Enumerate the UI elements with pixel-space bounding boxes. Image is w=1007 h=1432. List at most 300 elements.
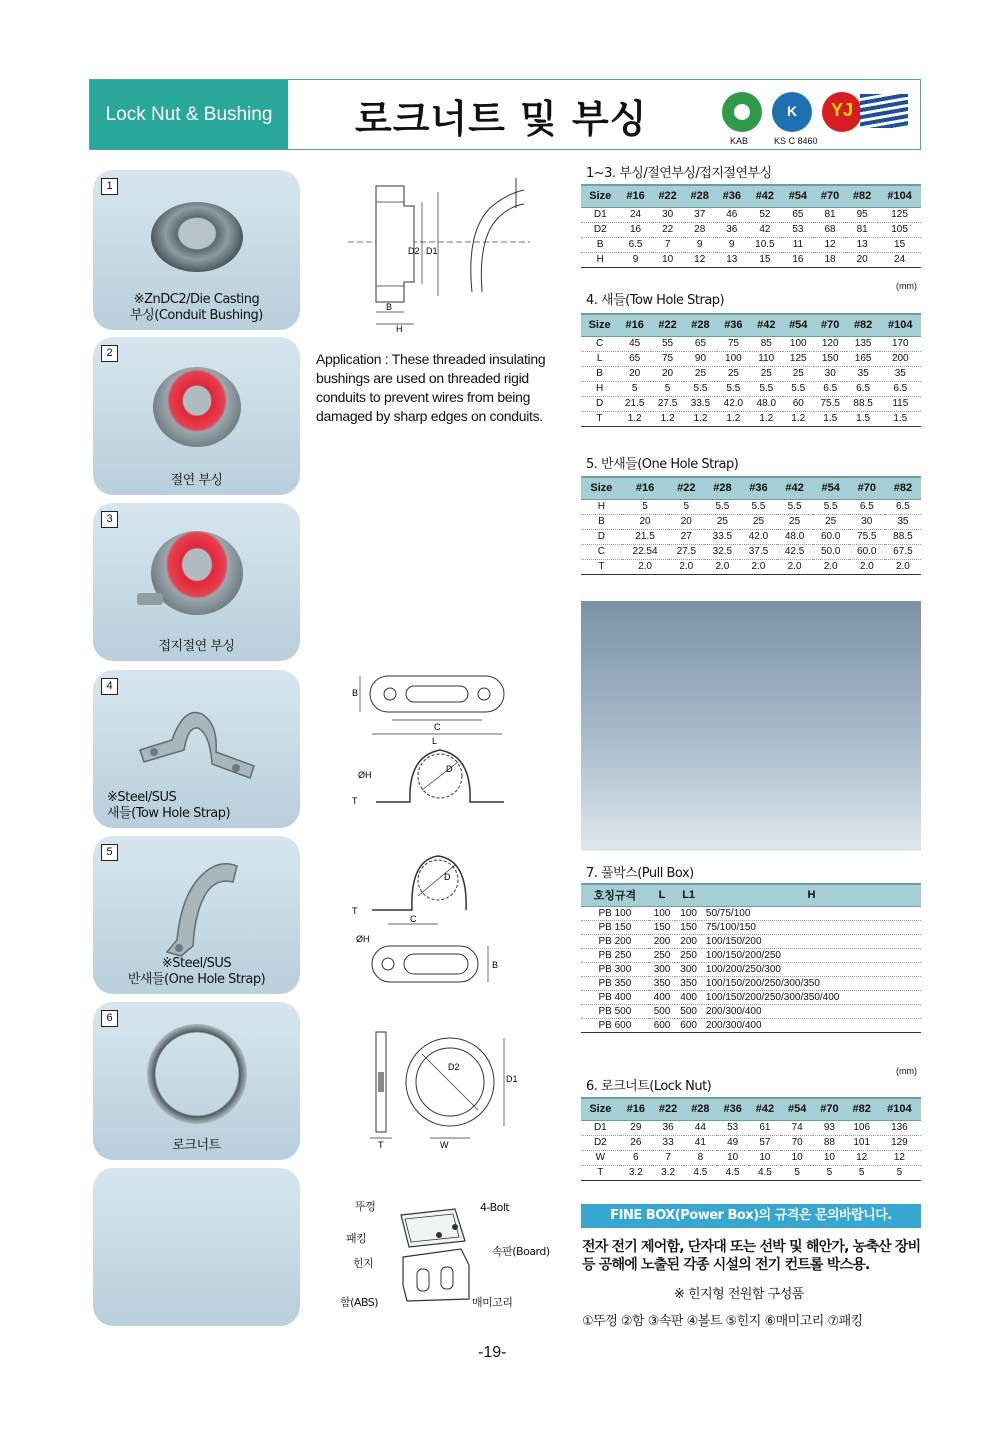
table-cell: 75 [651, 351, 684, 366]
table-cell: 13 [716, 252, 748, 267]
table-header-cell: #36 [740, 477, 776, 499]
table-cell: 35 [880, 366, 921, 381]
table-cell: 33 [652, 1135, 684, 1150]
bushing-spec-table [581, 184, 921, 268]
locknut-photo [147, 1024, 247, 1124]
table-cell: 5.5 [717, 381, 750, 396]
table-cell: 12 [814, 237, 846, 252]
table-cell: 15 [878, 237, 921, 252]
table-cell: T [581, 411, 618, 426]
product-card-insulated-bushing [93, 337, 300, 495]
table-cell: 33.5 [704, 529, 740, 544]
table-cell: PB 300 [581, 962, 649, 976]
table-cell: 5 [846, 1165, 878, 1180]
table-cell: 100 [783, 336, 814, 351]
table-cell: 2.0 [668, 559, 704, 574]
table-cell: 30 [849, 514, 885, 529]
card-number: 6 [101, 1010, 118, 1027]
table-row [581, 544, 921, 559]
half-saddle-table-title: 5. 반새들(One Hole Strap) [586, 457, 739, 472]
table-cell: 165 [847, 351, 880, 366]
table-cell: C [581, 336, 618, 351]
table-cell: 6.5 [847, 381, 880, 396]
label-bolt: 4-Bolt [480, 1201, 510, 1214]
table-cell: 29 [620, 1120, 652, 1135]
table-cell: 26 [620, 1135, 652, 1150]
table-cell: 101 [846, 1135, 878, 1150]
dim-c: C [434, 722, 441, 732]
table-row [581, 962, 921, 976]
table-cell: 36 [652, 1120, 684, 1135]
table-cell: 25 [740, 514, 776, 529]
dim-d1: D1 [426, 246, 438, 256]
table-cell: 68 [814, 222, 846, 237]
table-cell: 1.2 [618, 411, 651, 426]
table-cell: 2.0 [777, 559, 813, 574]
card-caption: ※Steel/SUS 새들(Tow Hole Strap) [107, 790, 231, 821]
table-cell: 48.0 [750, 396, 783, 411]
table-row [581, 366, 921, 381]
table-cell: 100/200/250/300 [702, 962, 921, 976]
table-cell: 6.5 [885, 499, 921, 514]
table-cell: 30 [652, 207, 684, 222]
table-cell: 81 [814, 207, 846, 222]
dim-h: ØH [358, 770, 372, 780]
table-cell: 44 [684, 1120, 716, 1135]
table-cell: 5 [668, 499, 704, 514]
table-cell: 125 [783, 351, 814, 366]
table-cell: 75.5 [849, 529, 885, 544]
table-cell: 2.0 [885, 559, 921, 574]
table-cell: 5 [622, 499, 668, 514]
table-header-cell: #22 [652, 1098, 684, 1120]
table-cell: 33.5 [684, 396, 717, 411]
table-cell: 85 [750, 336, 783, 351]
table-cell: 25 [704, 514, 740, 529]
table-cell: 100/150/200 [702, 934, 921, 948]
table-cell: 25 [750, 366, 783, 381]
table-cell: 10 [813, 1150, 845, 1165]
table-cell: 81 [846, 222, 878, 237]
table-cell: PB 600 [581, 1018, 649, 1032]
dim-h: H [396, 324, 403, 332]
card-number: 3 [101, 511, 118, 528]
table-cell: 1.5 [847, 411, 880, 426]
ks-logo-icon: K [772, 92, 812, 132]
table-cell: 52 [748, 207, 782, 222]
table-cell: 75 [717, 336, 750, 351]
table-row [581, 351, 921, 366]
table-cell: 27.5 [651, 396, 684, 411]
dim-h: ØH [356, 934, 370, 944]
table-cell: 6.5 [849, 499, 885, 514]
dim-t: T [352, 906, 358, 916]
table-cell: 55 [651, 336, 684, 351]
table-cell: 74 [781, 1120, 813, 1135]
table-header-cell: #42 [750, 314, 783, 336]
ground-bushing-photo [151, 531, 243, 615]
table-cell: 12 [846, 1150, 878, 1165]
table-header-cell: L [649, 884, 676, 906]
table-cell: 20 [622, 514, 668, 529]
table-cell: 50.0 [813, 544, 849, 559]
table-header-cell: #16 [620, 1098, 652, 1120]
table-cell: D2 [581, 1135, 620, 1150]
table-cell: D [581, 529, 622, 544]
card-number: 2 [101, 345, 118, 362]
table-header-cell: #28 [684, 1098, 716, 1120]
card-number: 4 [101, 678, 118, 695]
table-header-cell: #16 [619, 185, 651, 207]
pullbox-table-title: 7. 풀박스(Pull Box) [586, 866, 694, 881]
table-cell: 7 [652, 237, 684, 252]
table-cell: 42 [748, 222, 782, 237]
table-header-cell: Size [581, 314, 618, 336]
table-cell: 35 [847, 366, 880, 381]
table-row [581, 514, 921, 529]
table-cell: 25 [684, 366, 717, 381]
application-text: Application : These threaded insulating bushings are used on threaded rigid conduits to prevent wires from being damaged by sharp edges on conduits. [316, 351, 546, 424]
table-cell: 15 [748, 252, 782, 267]
half-saddle-photo [137, 848, 257, 958]
table-header-row [581, 477, 921, 499]
finebox-parts-list: ①뚜껑 ②함 ③속판 ④볼트 ⑤힌지 ⑥매미고리 ⑦패킹 [582, 1314, 863, 1329]
table-cell: 100 [717, 351, 750, 366]
table-cell: 45 [618, 336, 651, 351]
table-cell: 50/75/100 [702, 906, 921, 920]
card-caption: ※ZnDC2/Die Casting 부싱(Conduit Bushing) [130, 292, 263, 323]
table-cell: 10 [717, 1150, 749, 1165]
label-body: 함(ABS) [340, 1296, 379, 1309]
table-cell: 32.5 [704, 544, 740, 559]
table-cell: 28 [684, 222, 716, 237]
dim-b: B [352, 688, 359, 698]
table-cell: B [581, 514, 622, 529]
table-cell: 42.0 [717, 396, 750, 411]
table-cell: 100/150/200/250/300/350 [702, 976, 921, 990]
table-cell: 1.2 [717, 411, 750, 426]
certification-logos [722, 88, 912, 146]
table-row [581, 336, 921, 351]
table-header-cell: #28 [704, 477, 740, 499]
product-card-blank [93, 1168, 300, 1326]
saddle-photo [132, 700, 262, 780]
table-cell: 100/150/200/250/300/350/400 [702, 990, 921, 1004]
table-row [581, 1004, 921, 1018]
table-cell: 350 [649, 976, 676, 990]
table-cell: PB 250 [581, 948, 649, 962]
table-cell: D1 [581, 1120, 620, 1135]
table-cell: 27.5 [668, 544, 704, 559]
table-header-cell: #70 [814, 314, 847, 336]
table-cell: 120 [814, 336, 847, 351]
page-title: 로크너트 및 부싱 [355, 97, 648, 141]
card-caption: 절연 부싱 [170, 473, 223, 488]
table-header-cell: #42 [749, 1098, 781, 1120]
table-cell: 100 [649, 906, 676, 920]
page-number: -19- [478, 1344, 507, 1361]
ground-screw-icon [137, 593, 163, 605]
finebox-drawing [395, 1205, 475, 1305]
table-header-cell: #36 [716, 185, 748, 207]
table-cell: 36 [716, 222, 748, 237]
table-cell: 37 [684, 207, 716, 222]
bushing-table-title: 1~3. 부싱/절연부싱/접지절연부싱 [586, 166, 772, 181]
table-cell: 21.5 [618, 396, 651, 411]
table-cell: 16 [619, 222, 651, 237]
table-cell: 93 [813, 1120, 845, 1135]
table-cell: 5.5 [704, 499, 740, 514]
page-header [89, 79, 921, 150]
table-header-cell: #54 [813, 477, 849, 499]
table-cell: D [581, 396, 618, 411]
table-cell: 115 [880, 396, 921, 411]
table-row [581, 499, 921, 514]
dim-b: B [386, 302, 393, 312]
kab-caption: KAB [730, 136, 749, 146]
table-row [581, 1120, 921, 1135]
table-cell: 75/100/150 [702, 920, 921, 934]
table-cell: 65 [782, 207, 814, 222]
bushing-drawing [340, 172, 540, 332]
table-cell: 2.0 [740, 559, 776, 574]
table-cell: 30 [814, 366, 847, 381]
table-cell: 350 [675, 976, 702, 990]
table-cell: 25 [783, 366, 814, 381]
table-cell: 42.5 [777, 544, 813, 559]
table-row [581, 948, 921, 962]
table-cell: 2.0 [704, 559, 740, 574]
table-row [581, 1135, 921, 1150]
table-header-row [581, 314, 921, 336]
table-cell: 200 [880, 351, 921, 366]
table-cell: L [581, 351, 618, 366]
card-caption: ※Steel/SUS 반새들(One Hole Strap) [127, 956, 266, 987]
table-header-cell: #22 [651, 314, 684, 336]
saddle-table-title: 4. 새들(Tow Hole Strap) [586, 293, 725, 308]
table-cell: 24 [619, 207, 651, 222]
table-cell: 5 [813, 1165, 845, 1180]
table-cell: H [581, 381, 618, 396]
product-card-half-saddle [93, 836, 300, 994]
table-cell: 11 [782, 237, 814, 252]
table-cell: 125 [878, 207, 921, 222]
table-cell: 10 [652, 252, 684, 267]
table-cell: 300 [675, 962, 702, 976]
table-header-cell: #70 [813, 1098, 845, 1120]
table-cell: 170 [880, 336, 921, 351]
unit-label: (mm) [896, 281, 917, 291]
table-cell: 12 [684, 252, 716, 267]
table-cell: 150 [649, 920, 676, 934]
table-cell: 250 [649, 948, 676, 962]
table-cell: 5.5 [684, 381, 717, 396]
table-row [581, 559, 921, 574]
table-row [581, 222, 921, 237]
table-header-row [581, 185, 921, 207]
table-header-cell: Size [581, 1098, 620, 1120]
table-cell: 61 [749, 1120, 781, 1135]
table-cell: 100/150/200/250 [702, 948, 921, 962]
table-cell: 200/300/400 [702, 1004, 921, 1018]
table-header-cell: H [702, 884, 921, 906]
brand-stripes-icon [860, 94, 908, 128]
dim-l: L [432, 736, 438, 746]
table-row [581, 381, 921, 396]
table-cell: 1.5 [880, 411, 921, 426]
table-row [581, 396, 921, 411]
table-cell: B [581, 366, 618, 381]
table-header-cell: #82 [847, 314, 880, 336]
table-row [581, 237, 921, 252]
dim-d: D [446, 764, 453, 774]
table-cell: 6.5 [814, 381, 847, 396]
table-cell: 75.5 [814, 396, 847, 411]
table-cell: W [581, 1150, 620, 1165]
table-cell: 13 [846, 237, 878, 252]
table-cell: 49 [717, 1135, 749, 1150]
table-header-cell: #16 [622, 477, 668, 499]
table-cell: 5.5 [740, 499, 776, 514]
table-cell: 70 [781, 1135, 813, 1150]
label-lid: 뚜껑 [355, 1200, 376, 1213]
table-cell: 22.54 [622, 544, 668, 559]
table-cell: 3.2 [620, 1165, 652, 1180]
table-cell: H [581, 252, 619, 267]
table-cell: 2.0 [849, 559, 885, 574]
table-cell: 5 [781, 1165, 813, 1180]
table-row [581, 411, 921, 426]
table-cell: PB 100 [581, 906, 649, 920]
table-cell: 7 [652, 1150, 684, 1165]
finebox-note: ※ 힌지형 전원함 구성품 [674, 1287, 804, 1302]
table-cell: 27 [668, 529, 704, 544]
card-caption: 접지절연 부싱 [158, 639, 235, 654]
table-cell: 1.2 [651, 411, 684, 426]
pullbox-spec-table [581, 883, 921, 1033]
half-saddle-spec-table [581, 476, 921, 575]
table-header-cell: #16 [618, 314, 651, 336]
table-cell: 5 [651, 381, 684, 396]
card-number: 5 [101, 844, 118, 861]
card-caption: 로크너트 [172, 1138, 221, 1153]
table-cell: 5.5 [750, 381, 783, 396]
dim-c: C [410, 914, 417, 924]
table-cell: 300 [649, 962, 676, 976]
table-cell: 41 [684, 1135, 716, 1150]
table-cell: 60.0 [849, 544, 885, 559]
saddle-spec-table [581, 313, 921, 427]
table-header-cell: #82 [846, 185, 878, 207]
label-packing: 패킹 [346, 1232, 367, 1245]
table-cell: 5.5 [783, 381, 814, 396]
table-header-cell: #104 [878, 185, 921, 207]
table-cell: 60.0 [813, 529, 849, 544]
table-cell: 6.5 [880, 381, 921, 396]
table-row [581, 1018, 921, 1032]
saddle-drawing [348, 668, 528, 818]
table-cell: 16 [782, 252, 814, 267]
table-cell: 18 [814, 252, 846, 267]
finebox-description: 전자 전기 제어함, 단자대 또는 선박 및 해안가, 농축산 장비 등 공해에 노출된 각종 시설의 전기 컨트롤 박스용. [582, 1239, 921, 1273]
table-cell: 400 [649, 990, 676, 1004]
table-cell: 9 [619, 252, 651, 267]
unit-label: (mm) [896, 1066, 917, 1076]
table-header-cell: #36 [717, 1098, 749, 1120]
table-cell: 1.2 [750, 411, 783, 426]
table-cell: 400 [675, 990, 702, 1004]
table-row [581, 529, 921, 544]
locknut-table-title: 6. 로크너트(Lock Nut) [586, 1079, 712, 1094]
table-cell: 60 [783, 396, 814, 411]
table-cell: 150 [814, 351, 847, 366]
table-cell: 88.5 [885, 529, 921, 544]
table-header-cell: Size [581, 185, 619, 207]
table-cell: 600 [675, 1018, 702, 1032]
table-cell: 4.5 [749, 1165, 781, 1180]
table-cell: 5 [878, 1165, 921, 1180]
table-row [581, 207, 921, 222]
table-row [581, 990, 921, 1004]
table-cell: 20 [668, 514, 704, 529]
table-cell: PB 150 [581, 920, 649, 934]
table-header-cell: #22 [652, 185, 684, 207]
table-cell: 9 [684, 237, 716, 252]
table-cell: D2 [581, 222, 619, 237]
table-cell: 21.5 [622, 529, 668, 544]
table-cell: 20 [618, 366, 651, 381]
table-cell: 37.5 [740, 544, 776, 559]
table-cell: 90 [684, 351, 717, 366]
table-cell: B [581, 237, 619, 252]
dim-t: T [378, 1140, 384, 1150]
table-cell: 67.5 [885, 544, 921, 559]
table-cell: 20 [846, 252, 878, 267]
table-cell: 100 [675, 906, 702, 920]
table-cell: 53 [782, 222, 814, 237]
table-header-cell: L1 [675, 884, 702, 906]
table-cell: 500 [649, 1004, 676, 1018]
dim-w: W [440, 1140, 449, 1150]
table-header-cell: #54 [782, 185, 814, 207]
insulated-bushing-photo [153, 367, 241, 447]
table-cell: 65 [684, 336, 717, 351]
table-header-row [581, 884, 921, 906]
bushing-photo [151, 202, 243, 272]
table-cell: 10.5 [748, 237, 782, 252]
dim-d2: D2 [448, 1062, 460, 1072]
table-cell: H [581, 499, 622, 514]
table-cell: T [581, 559, 622, 574]
finebox-banner: FINE BOX(Power Box)의 규격은 문의바랍니다. [581, 1204, 921, 1228]
table-cell: 48.0 [777, 529, 813, 544]
table-cell: 500 [675, 1004, 702, 1018]
table-cell: 46 [716, 207, 748, 222]
table-cell: PB 200 [581, 934, 649, 948]
dim-d: D [444, 872, 451, 882]
ks-caption: KS C 8460 [774, 136, 818, 146]
table-cell: 1.5 [814, 411, 847, 426]
label-board: 속판(Board) [492, 1245, 550, 1258]
table-cell: 10 [781, 1150, 813, 1165]
table-header-cell: #54 [783, 314, 814, 336]
table-cell: 65 [618, 351, 651, 366]
product-card-ground-bushing [93, 503, 300, 661]
product-card-locknut [93, 1002, 300, 1160]
table-row [581, 976, 921, 990]
table-cell: 20 [651, 366, 684, 381]
table-row [581, 906, 921, 920]
